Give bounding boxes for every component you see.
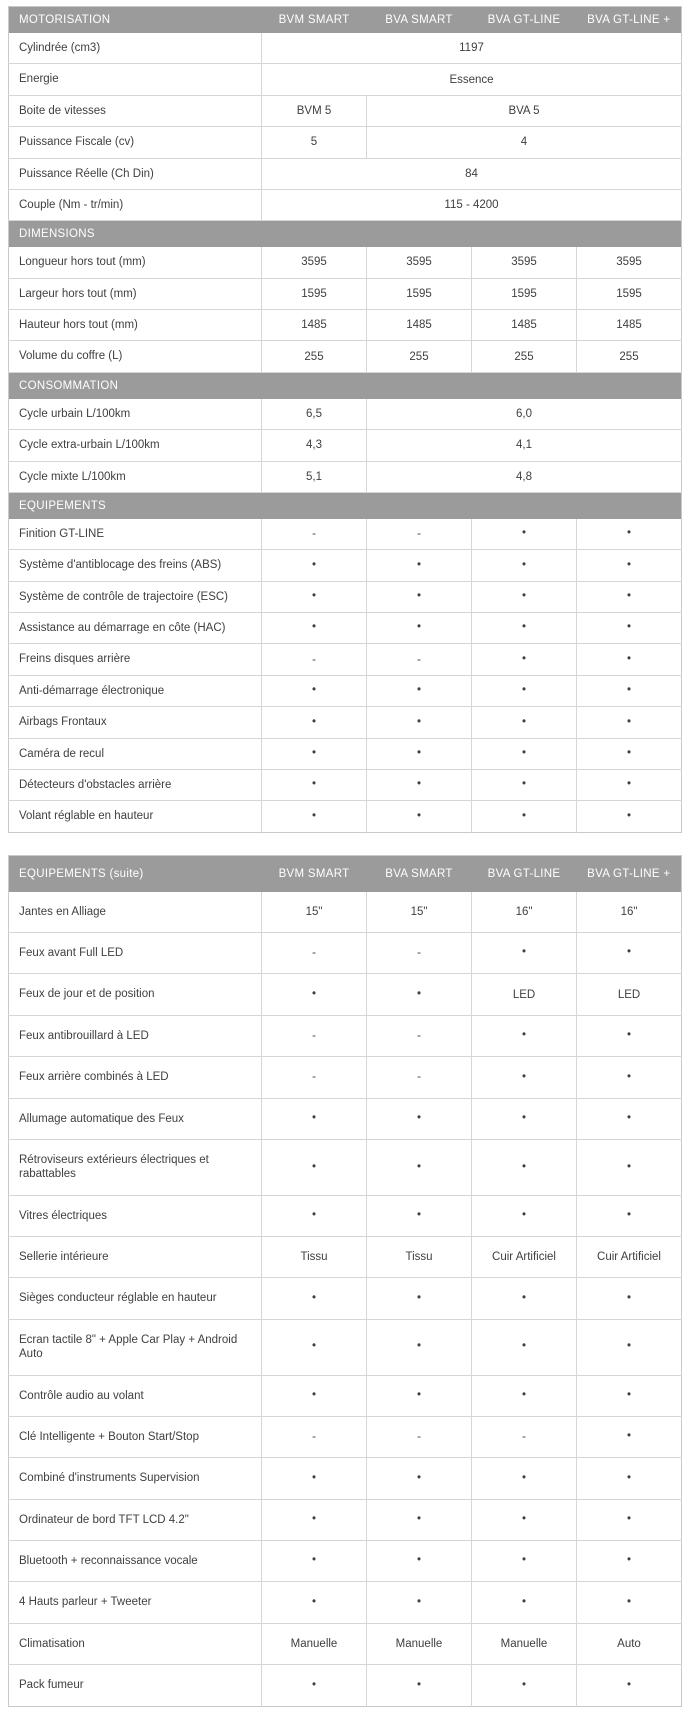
table-row: [9, 399, 682, 430]
table-row: [9, 707, 682, 738]
column-header: BVA GT-LINE +: [577, 7, 682, 34]
availability-dot: •: [262, 1541, 367, 1582]
availability-dot: •: [262, 801, 367, 832]
availability-dot: •: [472, 1665, 577, 1706]
availability-dot: •: [577, 1098, 682, 1139]
availability-dot: •: [472, 613, 577, 644]
value-cell: Essence: [262, 64, 682, 95]
value-cell: 4,1: [367, 430, 682, 461]
table-row: [9, 1278, 682, 1319]
availability-dot: •: [262, 707, 367, 738]
availability-dot: •: [577, 1015, 682, 1056]
availability-dot: •: [367, 1375, 472, 1416]
table-row: [9, 613, 682, 644]
table-row: [9, 1375, 682, 1416]
row-label: Boite de vitesses: [9, 95, 262, 126]
availability-dot: •: [472, 1375, 577, 1416]
availability-dot: •: [472, 738, 577, 769]
table-row: [9, 1665, 682, 1706]
row-label: Feux avant Full LED: [9, 933, 262, 974]
unavailable-dash: -: [367, 1416, 472, 1457]
column-header: [472, 492, 577, 519]
unavailable-dash: -: [472, 1416, 577, 1457]
table-row: [9, 1499, 682, 1540]
availability-dot: •: [577, 1139, 682, 1195]
unavailable-dash: -: [367, 933, 472, 974]
table-row: [9, 278, 682, 309]
table-row: [9, 581, 682, 612]
availability-dot: •: [367, 769, 472, 800]
value-cell: LED: [577, 974, 682, 1015]
table-row: [9, 430, 682, 461]
row-label: Cycle urbain L/100km: [9, 399, 262, 430]
availability-dot: •: [367, 1195, 472, 1236]
row-label: Rétroviseurs extérieurs électriques et rabattables: [9, 1139, 262, 1195]
row-label: Cylindrée (cm3): [9, 33, 262, 64]
availability-dot: •: [577, 1416, 682, 1457]
section-title: EQUIPEMENTS (suite): [9, 855, 262, 892]
availability-dot: •: [472, 1015, 577, 1056]
row-label: Anti-démarrage électronique: [9, 675, 262, 706]
availability-dot: •: [577, 738, 682, 769]
column-header: [577, 221, 682, 248]
table-row: [9, 1139, 682, 1195]
availability-dot: •: [577, 1195, 682, 1236]
availability-dot: •: [262, 581, 367, 612]
availability-dot: •: [367, 1139, 472, 1195]
availability-dot: •: [577, 1375, 682, 1416]
table-separator: [8, 833, 681, 855]
section-title: MOTORISATION: [9, 7, 262, 34]
row-label: Caméra de recul: [9, 738, 262, 769]
row-label: Climatisation: [9, 1623, 262, 1664]
value-cell: 4: [367, 127, 682, 158]
value-cell: 4,3: [262, 430, 367, 461]
table-row: [9, 461, 682, 492]
value-cell: 1595: [472, 278, 577, 309]
availability-dot: •: [472, 519, 577, 550]
table-row: [9, 1098, 682, 1139]
value-cell: 255: [262, 341, 367, 372]
row-label: Jantes en Alliage: [9, 892, 262, 933]
value-cell: Cuir Artificiel: [472, 1237, 577, 1278]
table-row: [9, 675, 682, 706]
unavailable-dash: -: [367, 1057, 472, 1098]
row-label: Sellerie intérieure: [9, 1237, 262, 1278]
table-row: [9, 64, 682, 95]
availability-dot: •: [367, 1458, 472, 1499]
availability-dot: •: [472, 1541, 577, 1582]
value-cell: 1197: [262, 33, 682, 64]
table-row: [9, 801, 682, 832]
column-header: [262, 221, 367, 248]
table-row: [9, 95, 682, 126]
table-row: [9, 769, 682, 800]
section-title: CONSOMMATION: [9, 372, 262, 399]
value-cell: 1485: [367, 310, 472, 341]
column-header: [472, 221, 577, 248]
availability-dot: •: [577, 581, 682, 612]
row-label: Bluetooth + reconnaissance vocale: [9, 1541, 262, 1582]
availability-dot: •: [367, 974, 472, 1015]
section-title: DIMENSIONS: [9, 221, 262, 248]
value-cell: BVM 5: [262, 95, 367, 126]
row-label: Puissance Réelle (Ch Din): [9, 158, 262, 189]
availability-dot: •: [472, 1139, 577, 1195]
availability-dot: •: [577, 613, 682, 644]
row-label: Feux de jour et de position: [9, 974, 262, 1015]
availability-dot: •: [577, 1458, 682, 1499]
value-cell: 15": [262, 892, 367, 933]
availability-dot: •: [577, 1541, 682, 1582]
table-row: [9, 1237, 682, 1278]
section-header-row: [9, 7, 682, 34]
value-cell: 16": [472, 892, 577, 933]
availability-dot: •: [262, 675, 367, 706]
row-label: Airbags Frontaux: [9, 707, 262, 738]
table-row: [9, 519, 682, 550]
availability-dot: •: [472, 1098, 577, 1139]
availability-dot: •: [262, 1375, 367, 1416]
section-header-row: [9, 492, 682, 519]
value-cell: Cuir Artificiel: [577, 1237, 682, 1278]
value-cell: Manuelle: [472, 1623, 577, 1664]
availability-dot: •: [577, 1499, 682, 1540]
availability-dot: •: [367, 581, 472, 612]
value-cell: 6,0: [367, 399, 682, 430]
value-cell: 3595: [472, 247, 577, 278]
table-row: [9, 1319, 682, 1375]
table-row: [9, 310, 682, 341]
availability-dot: •: [472, 1278, 577, 1319]
section-title: EQUIPEMENTS: [9, 492, 262, 519]
availability-dot: •: [577, 519, 682, 550]
value-cell: 15": [367, 892, 472, 933]
row-label: Système de contrôle de trajectoire (ESC): [9, 581, 262, 612]
column-header: BVA GT-LINE +: [577, 855, 682, 892]
availability-dot: •: [367, 613, 472, 644]
row-label: Contrôle audio au volant: [9, 1375, 262, 1416]
availability-dot: •: [472, 933, 577, 974]
availability-dot: •: [577, 1582, 682, 1623]
value-cell: 3595: [262, 247, 367, 278]
section-header-row: [9, 372, 682, 399]
availability-dot: •: [262, 974, 367, 1015]
value-cell: 6,5: [262, 399, 367, 430]
availability-dot: •: [472, 707, 577, 738]
table-row: [9, 1015, 682, 1056]
availability-dot: •: [367, 675, 472, 706]
unavailable-dash: -: [262, 644, 367, 675]
unavailable-dash: -: [262, 1057, 367, 1098]
row-label: Clé Intelligente + Bouton Start/Stop: [9, 1416, 262, 1457]
row-label: Sièges conducteur réglable en hauteur: [9, 1278, 262, 1319]
availability-dot: •: [262, 769, 367, 800]
row-label: Feux arrière combinés à LED: [9, 1057, 262, 1098]
availability-dot: •: [262, 1582, 367, 1623]
row-label: Puissance Fiscale (cv): [9, 127, 262, 158]
availability-dot: •: [262, 1458, 367, 1499]
row-label: Cycle mixte L/100km: [9, 461, 262, 492]
value-cell: Tissu: [262, 1237, 367, 1278]
unavailable-dash: -: [262, 1015, 367, 1056]
unavailable-dash: -: [262, 519, 367, 550]
column-header: BVM SMART: [262, 855, 367, 892]
table-row: [9, 1195, 682, 1236]
row-label: Freins disques arrière: [9, 644, 262, 675]
value-cell: 5,1: [262, 461, 367, 492]
availability-dot: •: [367, 1098, 472, 1139]
availability-dot: •: [262, 1278, 367, 1319]
availability-dot: •: [367, 738, 472, 769]
equipements-suite-table: [8, 855, 682, 1707]
value-cell: 5: [262, 127, 367, 158]
column-header: [262, 492, 367, 519]
value-cell: 255: [367, 341, 472, 372]
availability-dot: •: [472, 1458, 577, 1499]
value-cell: 255: [472, 341, 577, 372]
row-label: Allumage automatique des Feux: [9, 1098, 262, 1139]
unavailable-dash: -: [367, 644, 472, 675]
table-row: [9, 644, 682, 675]
table-row: [9, 1057, 682, 1098]
section-header-row: [9, 855, 682, 892]
table-row: [9, 738, 682, 769]
row-label: Hauteur hors tout (mm): [9, 310, 262, 341]
availability-dot: •: [262, 1195, 367, 1236]
row-label: Feux antibrouillard à LED: [9, 1015, 262, 1056]
availability-dot: •: [262, 1665, 367, 1706]
row-label: Ordinateur de bord TFT LCD 4.2": [9, 1499, 262, 1540]
column-header: BVA SMART: [367, 855, 472, 892]
availability-dot: •: [472, 1319, 577, 1375]
availability-dot: •: [472, 1057, 577, 1098]
table-row: [9, 127, 682, 158]
table-row: [9, 1623, 682, 1664]
column-header: [367, 221, 472, 248]
availability-dot: •: [367, 550, 472, 581]
availability-dot: •: [262, 1098, 367, 1139]
availability-dot: •: [626, 809, 632, 822]
unavailable-dash: -: [367, 519, 472, 550]
availability-dot: •: [367, 801, 472, 832]
availability-dot: •: [577, 644, 682, 675]
table-row: [9, 341, 682, 372]
availability-dot: •: [367, 1319, 472, 1375]
availability-dot: •: [577, 675, 682, 706]
row-label: Vitres électriques: [9, 1195, 262, 1236]
availability-dot: •: [262, 550, 367, 581]
column-header: [367, 492, 472, 519]
table-row: [9, 1582, 682, 1623]
column-header: [262, 372, 367, 399]
value-cell: 1485: [472, 310, 577, 341]
availability-dot: •: [262, 613, 367, 644]
value-cell: 1595: [577, 278, 682, 309]
row-label: Cycle extra-urbain L/100km: [9, 430, 262, 461]
availability-dot: •: [577, 550, 682, 581]
row-label: Couple (Nm - tr/min): [9, 189, 262, 220]
unavailable-dash: -: [262, 933, 367, 974]
column-header: [367, 372, 472, 399]
value-cell: 1595: [262, 278, 367, 309]
column-header: BVA GT-LINE: [472, 7, 577, 34]
availability-dot: •: [472, 550, 577, 581]
table-row: [9, 1541, 682, 1582]
availability-dot: •: [577, 769, 682, 800]
table-row: [9, 1416, 682, 1457]
availability-dot: •: [367, 707, 472, 738]
availability-dot: •: [472, 675, 577, 706]
table-row: [9, 33, 682, 64]
value-cell: BVA 5: [367, 95, 682, 126]
availability-dot: •: [367, 1582, 472, 1623]
availability-dot: •: [472, 1582, 577, 1623]
value-cell: Manuelle: [367, 1623, 472, 1664]
column-header: BVM SMART: [262, 7, 367, 34]
table-row: [9, 892, 682, 933]
availability-dot: •: [577, 933, 682, 974]
availability-dot: •: [577, 1319, 682, 1375]
availability-dot: •: [626, 1678, 632, 1691]
row-label: Energie: [9, 64, 262, 95]
value-cell: 1485: [577, 310, 682, 341]
value-cell: 3595: [577, 247, 682, 278]
value-cell: Manuelle: [262, 1623, 367, 1664]
availability-dot: •: [367, 1541, 472, 1582]
availability-dot: •: [262, 1499, 367, 1540]
value-cell: Auto: [577, 1623, 682, 1664]
availability-dot: •: [472, 644, 577, 675]
unavailable-dash: -: [367, 1015, 472, 1056]
column-header: BVA GT-LINE: [472, 855, 577, 892]
column-header: [577, 492, 682, 519]
column-header: BVA SMART: [367, 7, 472, 34]
availability-dot: •: [472, 1195, 577, 1236]
specifications-table: [8, 6, 682, 833]
table-row: [9, 550, 682, 581]
availability-dot: •: [472, 1499, 577, 1540]
availability-dot: •: [367, 1665, 472, 1706]
row-label: Pack fumeur: [9, 1665, 262, 1706]
row-label: Système d'antiblocage des freins (ABS): [9, 550, 262, 581]
section-header-row: [9, 221, 682, 248]
table-row: [9, 247, 682, 278]
value-cell: 1485: [262, 310, 367, 341]
table-row: [9, 1458, 682, 1499]
row-label: Longueur hors tout (mm): [9, 247, 262, 278]
value-cell: 115 - 4200: [262, 189, 682, 220]
availability-dot: •: [262, 1319, 367, 1375]
row-label: Finition GT-LINE: [9, 519, 262, 550]
availability-dot: •: [262, 1139, 367, 1195]
value-cell: 1595: [367, 278, 472, 309]
value-cell: 84: [262, 158, 682, 189]
row-label: Volant réglable en hauteur: [9, 801, 262, 832]
availability-dot: •: [472, 801, 577, 832]
row-label: Volume du coffre (L): [9, 341, 262, 372]
unavailable-dash: -: [262, 1416, 367, 1457]
availability-dot: •: [472, 769, 577, 800]
row-label: 4 Hauts parleur + Tweeter: [9, 1582, 262, 1623]
table-row: [9, 933, 682, 974]
availability-dot: •: [577, 1278, 682, 1319]
availability-dot: •: [367, 1499, 472, 1540]
row-label: Détecteurs d'obstacles arrière: [9, 769, 262, 800]
row-label: Assistance au démarrage en côte (HAC): [9, 613, 262, 644]
value-cell: 16": [577, 892, 682, 933]
row-label: Largeur hors tout (mm): [9, 278, 262, 309]
availability-dot: •: [262, 738, 367, 769]
value-cell: 3595: [367, 247, 472, 278]
value-cell: Tissu: [367, 1237, 472, 1278]
column-header: [577, 372, 682, 399]
value-cell: 4,8: [367, 461, 682, 492]
table-row: [9, 974, 682, 1015]
availability-dot: •: [472, 581, 577, 612]
column-header: [472, 372, 577, 399]
value-cell: LED: [472, 974, 577, 1015]
availability-dot: •: [367, 1278, 472, 1319]
table-row: [9, 189, 682, 220]
row-label: Ecran tactile 8" + Apple Car Play + Android Auto: [9, 1319, 262, 1375]
table-row: [9, 158, 682, 189]
availability-dot: •: [577, 1057, 682, 1098]
availability-dot: •: [577, 707, 682, 738]
value-cell: 255: [577, 341, 682, 372]
row-label: Combiné d'instruments Supervision: [9, 1458, 262, 1499]
